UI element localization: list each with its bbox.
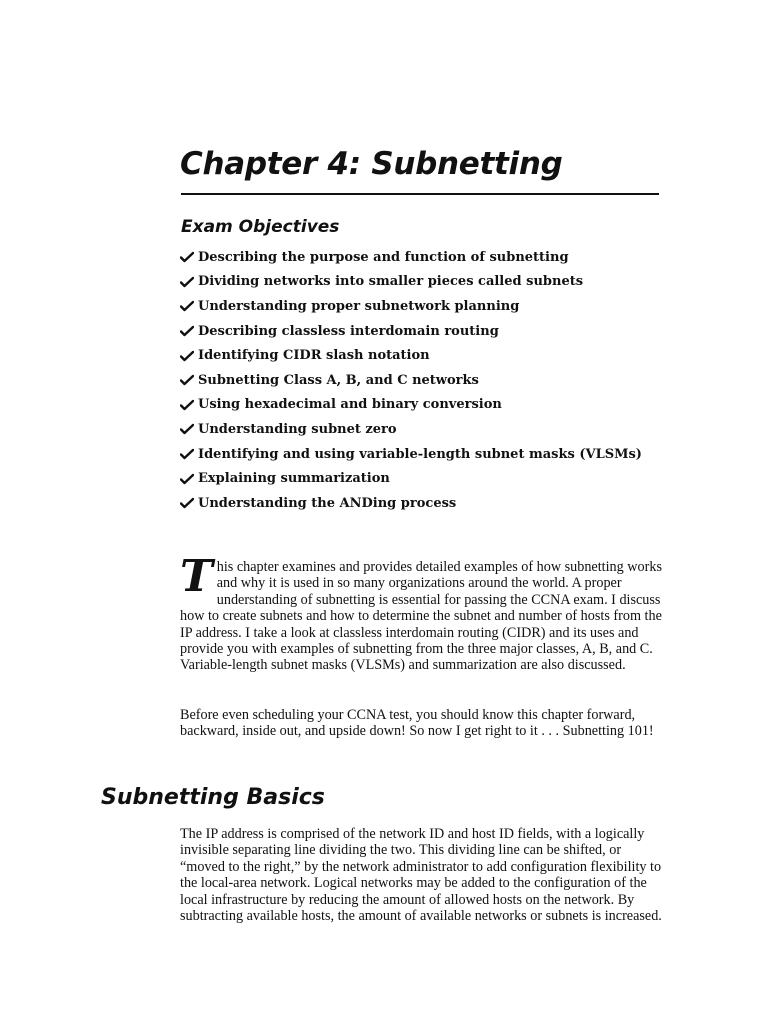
objective-label: Subnetting Class A, B, and C networks: [198, 372, 479, 388]
check-mark-icon: [180, 325, 194, 337]
second-paragraph: Before even scheduling your CCNA test, you should know this chapter forward, backward, inside out, and upside down! So now I get right to it . . . Subnetting 101!: [180, 707, 654, 740]
objective-label: Identifying CIDR slash notation: [198, 348, 430, 364]
objective-item: [180, 442, 642, 467]
check-mark-icon: [180, 423, 194, 435]
chapter-title: Chapter 4: Subnetting: [180, 146, 563, 182]
section-paragraph: The IP address is comprised of the network ID and host ID fields, with a logically invisible separating line dividing the two. This dividing line can be shifted, or “moved to the right,” by the network administrator to add configuration flexibility to the local-area network. Logical networks may be added to the configuration of the local infrastructure by reducing the amount of allowed hosts on the network. By subtracting available hosts, the amount of available networks or subnets is increased.: [180, 826, 662, 925]
exam-objectives-list: [180, 245, 642, 516]
objective-item: [180, 319, 642, 344]
objective-item: [180, 393, 642, 418]
objective-label: Describing classless interdomain routing: [198, 323, 499, 339]
chapter-title-rule: [181, 193, 659, 195]
check-mark-icon: [180, 399, 194, 411]
objective-label: Understanding the ANDing process: [198, 495, 457, 511]
objective-label: Identifying and using variable-length subnet masks (VLSMs): [198, 446, 642, 462]
section-heading: Subnetting Basics: [101, 785, 325, 810]
objective-item: [180, 417, 642, 442]
objective-item: [180, 294, 642, 319]
check-mark-icon: [180, 251, 194, 263]
objective-item: [180, 270, 642, 295]
objective-item: [180, 491, 642, 516]
check-mark-icon: [180, 448, 194, 460]
check-mark-icon: [180, 374, 194, 386]
objective-item: [180, 245, 642, 270]
intro-paragraph-text: his chapter examines and provides detailed examples of how subnetting works and why it is used in so many organizations around the world. A proper understanding of subnetting is essential for passing the CCNA exam. I discuss how to create subnets and how to determine the subnet and number of hosts from the IP address. I take a look at classless interdomain routing (CIDR) and its uses and provide you with examples of subnetting from the three major classes, A, B, and C. Variable-length subnet masks (VLSMs) and summarization are also discussed.: [180, 559, 662, 674]
exam-objectives-heading: Exam Objectives: [181, 217, 340, 237]
objective-label: Understanding proper subnetwork planning: [198, 298, 520, 314]
objective-label: Using hexadecimal and binary conversion: [198, 397, 502, 413]
check-mark-icon: [180, 300, 194, 312]
intro-paragraph: [180, 551, 662, 674]
objective-item: [180, 466, 642, 491]
objective-item: [180, 368, 642, 393]
check-mark-icon: [180, 497, 194, 509]
check-mark-icon: [180, 350, 194, 362]
check-mark-icon: [180, 473, 194, 485]
drop-cap: T: [180, 551, 213, 602]
objective-label: Explaining summarization: [198, 471, 390, 487]
check-mark-icon: [180, 276, 194, 288]
objective-label: Describing the purpose and function of subnetting: [198, 249, 569, 265]
objective-label: Understanding subnet zero: [198, 421, 397, 437]
objective-item: [180, 343, 642, 368]
objective-label: Dividing networks into smaller pieces called subnets: [198, 274, 584, 290]
